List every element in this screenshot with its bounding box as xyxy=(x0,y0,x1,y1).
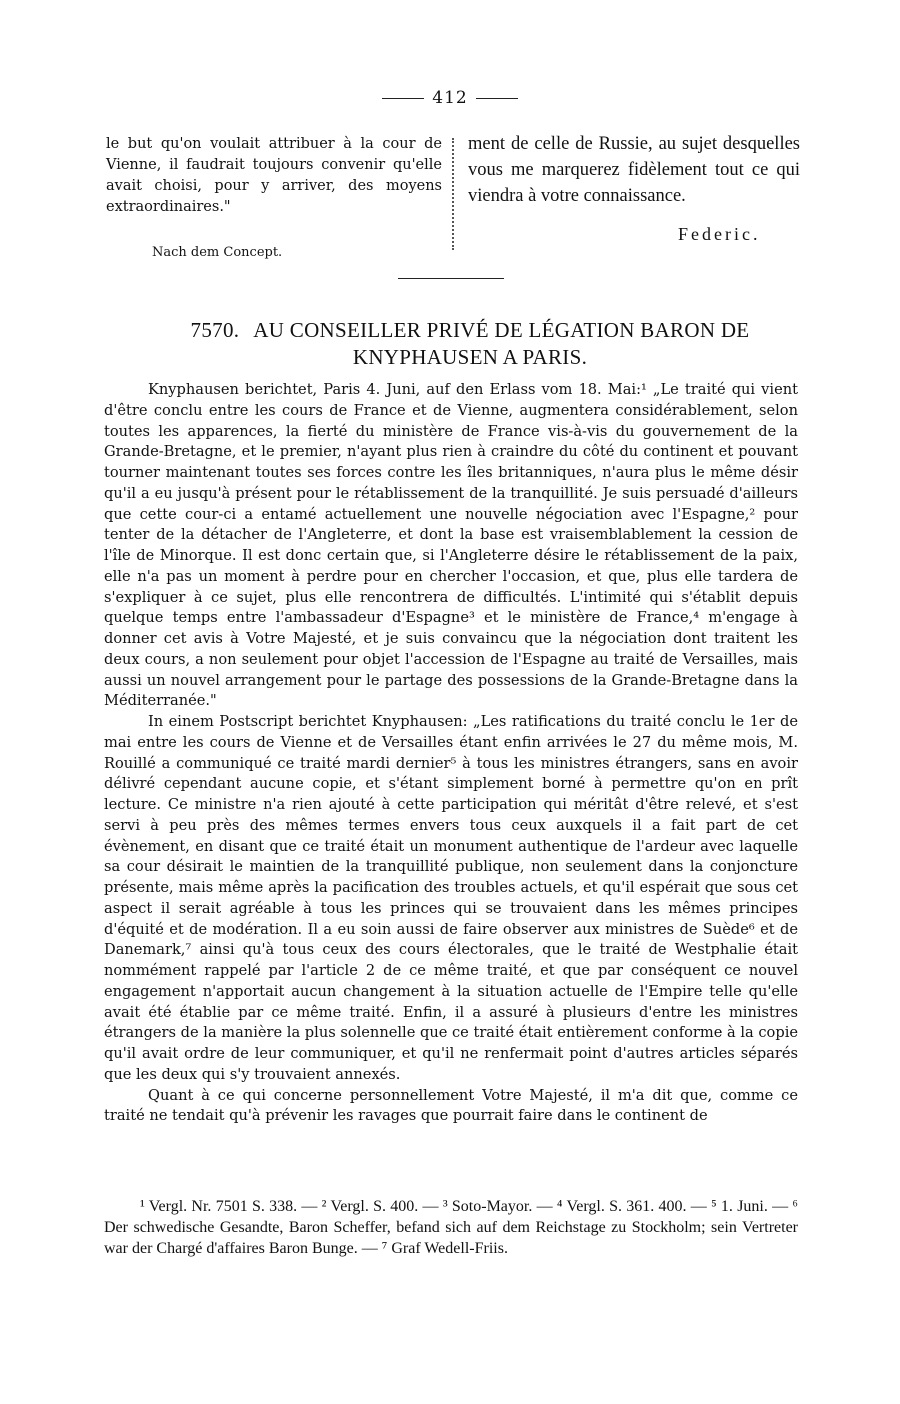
page-number xyxy=(0,88,900,108)
section-divider xyxy=(398,278,504,279)
paragraph-2: In einem Postscript berichtet Knyphausen: „Les ratifications du traité conclu le 1er de mai entre les cours de Vienne et de Versailles étant enfin arrivées le 27 du même mois, M. Rouillé a communiqué ce traité mardi dernier⁵ à tous les ministres étrangers, sans en avoir délivré cependant aucune copie, et s'étant simplement borné à permettre qu'on en prît lecture. Ce ministre n'a rien ajouté à cette participation qui méritât d'être relevé, et s'est servi à peu près des mêmes termes envers tous ceux auxquels il a fait part de cet évènement, en disant que ce traité était un monument authentique de l'ardeur avec laquelle sa cour désirait le maintien de la tranquillité publique, non seulement dans la conjoncture présente, mais même après la pacification des troubles actuels, et qu'il espérait que sous cet aspect il serait agréable à tous les princes qui se trouvaient dans les mêmes principes d'équité et de modération. Il a eu soin aussi de faire observer aux ministres de Suède⁶ et de Danemark,⁷ ainsi qu'à tous ceux des cours électorales, que le traité de Westphalie était nommément rappelé par l'article 2 de ce même traité, et que par conséquent ce nouvel engagement n'apportait aucun changement à la situation actuelle de l'Empire telle qu'elle avait été établie par ce même traité. Enfin, il a assuré à plusieurs d'entre les ministres étrangers de la manière la plus solennelle que ce traité était entièrement conforme à la copie qu'il avait ordre de leur communiquer, et qu'il ne renfermait point d'autres articles séparés que les deux qui s'y trouvaient annexés. xyxy=(104,713,798,1083)
section-title: AU CONSEILLER PRIVÉ DE LÉGATION BARON DE KNYPHAUSEN A PARIS. xyxy=(253,318,750,369)
section-heading xyxy=(150,317,790,371)
left-column-text: le but qu'on voulait attribuer à la cour de Vienne, il faudrait toujours convenir qu'elle avait choisi, pour y arriver, des moyens extraordinaires." xyxy=(106,136,442,215)
section-number: 7570. xyxy=(190,318,240,342)
page-number-rule-left xyxy=(382,98,424,99)
body-text xyxy=(104,380,798,1127)
paragraph-1: Knyphausen berichtet, Paris 4. Juni, auf den Erlass vom 18. Mai:¹ „Le traité qui vient d'être conclu entre les cours de France et de Vienne, augmentera considérablement, selon toutes les apparences, la fierté du ministère de France vis-à-vis du gouvernement de la Grande-Bretagne, et le premier, n'ayant plus rien à craindre du côté du continent et pouvant tourner maintenant toutes ses forces contre les îles britanniques, n'aura plus le même désir qu'il a eu jusqu'à présent pour le rétablissement de la tranquillité. Je suis persuadé d'ailleurs que cette cour-ci a entamé actuellement une nouvelle négociation avec l'Espagne,² pour tenter de la détacher de l'Angleterre, et dont la base est vraisemblablement la cession de l'île de Minorque. Il est donc certain que, si l'Angleterre désire le rétablissement de la paix, elle n'a pas un moment à perdre pour en chercher l'occasion, et que, plus elle tardera de s'expliquer à ce sujet, plus elle rencontrera de difficultés. L'intimité qui s'établit depuis quelque temps entre l'ambassadeur d'Espagne³ et le ministère de France,⁴ m'engage à donner cet avis à Votre Majesté, et je suis convaincu que la négociation dont traitent les deux cours, a non seulement pour objet l'accession de l'Espagne au traité de Versailles, mais aussi un nouvel arrangement pour le partage des possessions de la Grande-Bretagne dans la Méditerranée." xyxy=(104,381,798,710)
page-number-rule-right xyxy=(476,98,518,99)
paragraph-3: Quant à ce qui concerne personnellement Votre Majesté, il m'a dit que, comme ce traité ne tendait qu'à prévenir les ravages que pourrait faire dans le continent de xyxy=(104,1086,798,1125)
right-column-text: ment de celle de Russie, au sujet desquelles vous me marquerez fidèlement tout ce qui viendra à votre connaissance. xyxy=(468,134,800,206)
concept-note: Nach dem Concept. xyxy=(152,245,283,260)
page-number-text: 412 xyxy=(432,88,468,108)
signature: Federic. xyxy=(678,224,761,244)
footnotes: ¹ Vergl. Nr. 7501 S. 338. — ² Vergl. S. 400. — ³ Soto-Mayor. — ⁴ Vergl. S. 361. 400. — ⁵ 1. Juni. — ⁶ Der schwedische Gesandte, Baron Scheffer, befand sich auf dem Reichstage zu Stockholm; sein Vertreter war der Chargé d'affaires Baron Bunge. — ⁷ Graf Wedell-Friis. xyxy=(104,1198,798,1257)
column-divider xyxy=(452,138,454,250)
